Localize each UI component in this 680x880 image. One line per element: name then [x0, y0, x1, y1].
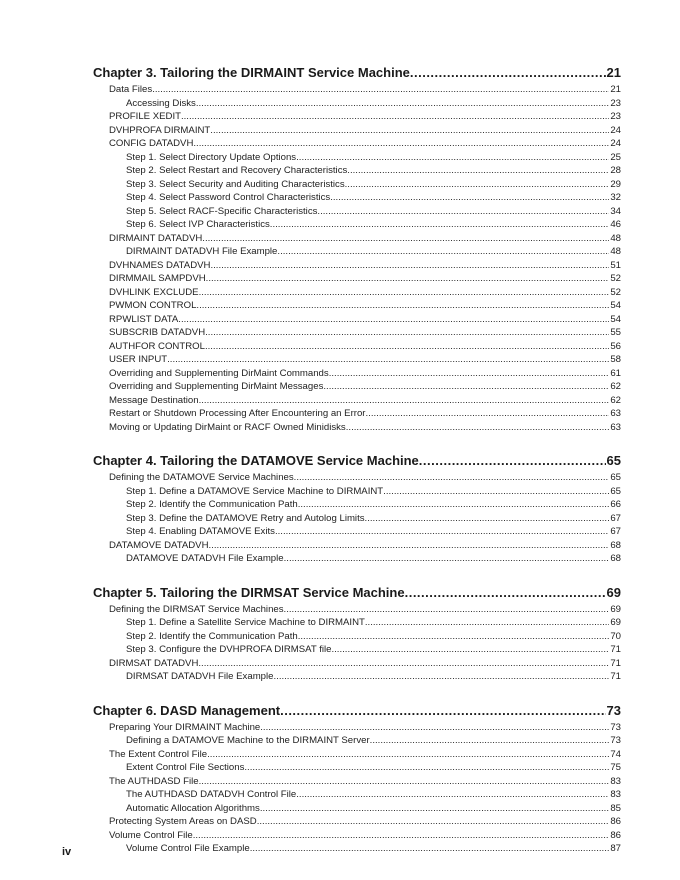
- entry-title: Volume Control File Example: [126, 843, 250, 854]
- entry-page-number: 29: [610, 178, 621, 190]
- entry-title: DIRMAINT DATADVH: [109, 232, 203, 244]
- toc-entry[interactable]: [93, 137, 621, 151]
- chapter-heading[interactable]: [93, 700, 621, 721]
- entry-page-number: 75: [610, 762, 621, 773]
- toc-entry[interactable]: [93, 421, 621, 435]
- entry-title: Step 2. Identify the Communication Path: [126, 630, 298, 642]
- entry-title: CONFIG DATADVH: [109, 138, 194, 149]
- entry-page-number: 48: [610, 246, 621, 257]
- entry-page-number: 23: [610, 111, 621, 122]
- dot-leader: [273, 670, 609, 684]
- toc-subentry[interactable]: [93, 245, 621, 259]
- dot-leader: [152, 83, 609, 97]
- dot-leader: [210, 259, 609, 273]
- entry-page-number: 73: [610, 735, 621, 746]
- dot-leader: [260, 721, 609, 735]
- page-number: iv: [62, 846, 72, 858]
- toc-entry[interactable]: [93, 353, 621, 367]
- entry-title: Overriding and Supplementing DirMaint Messages: [109, 381, 324, 392]
- entry-page-number: 85: [610, 802, 621, 814]
- entry-page-number: 71: [610, 657, 621, 669]
- dot-leader: [270, 218, 610, 232]
- toc-entry[interactable]: [93, 748, 621, 762]
- entry-title: SUBSCRIB DATADVH: [109, 327, 206, 338]
- entry-page-number: 65: [610, 485, 621, 497]
- entry-page-number: 83: [610, 775, 621, 787]
- dot-leader: [365, 512, 610, 526]
- dot-leader: [202, 232, 609, 246]
- chapter-page-number: 65: [606, 453, 621, 468]
- dot-leader: [207, 748, 609, 762]
- entry-title: Step 1. Define a Satellite Service Machine to DIRMAINT: [126, 617, 365, 628]
- dot-leader: [206, 272, 610, 286]
- entry-page-number: 66: [610, 499, 621, 510]
- chapter-title: Chapter 3. Tailoring the DIRMAINT Service Machine: [93, 65, 410, 80]
- entry-page-number: 54: [610, 313, 621, 325]
- chapter-page-number: 73: [606, 702, 621, 718]
- dot-leader: [198, 657, 609, 671]
- entry-title: The Extent Control File: [109, 748, 208, 760]
- entry-title: Moving or Updating DirMaint or RACF Owned Minidisks: [109, 421, 346, 433]
- dot-leader: [193, 137, 609, 151]
- toc-subentry[interactable]: [93, 525, 621, 539]
- dot-leader: [205, 340, 609, 354]
- entry-page-number: 83: [610, 789, 621, 800]
- dot-leader: [330, 191, 609, 205]
- entry-page-number: 24: [610, 138, 621, 149]
- dot-leader: [196, 299, 609, 313]
- dot-leader: [298, 498, 610, 512]
- toc-entry[interactable]: [93, 110, 621, 124]
- dot-leader: [205, 326, 609, 340]
- entry-title: Defining the DIRMSAT Service Machines: [109, 603, 284, 615]
- entry-title: USER INPUT: [109, 354, 168, 365]
- toc-entry[interactable]: [93, 657, 621, 671]
- entry-page-number: 67: [610, 512, 621, 524]
- toc-entry[interactable]: [93, 367, 621, 381]
- entry-page-number: 34: [610, 205, 621, 217]
- entry-title: Volume Control File: [109, 829, 193, 841]
- entry-page-number: 63: [610, 408, 621, 419]
- entry-title: Step 4. Enabling DATAMOVE Exits: [126, 526, 275, 537]
- toc-subentry[interactable]: [93, 552, 621, 566]
- dot-leader: [199, 775, 610, 789]
- toc-subentry[interactable]: [93, 191, 621, 205]
- toc-entry[interactable]: [93, 539, 621, 553]
- entry-page-number: 62: [610, 381, 621, 392]
- entry-title: Step 2. Select Restart and Recovery Characteristics: [126, 165, 348, 176]
- entry-page-number: 86: [610, 816, 621, 827]
- dot-leader: [275, 525, 609, 539]
- dot-leader: [284, 603, 610, 617]
- dot-leader: [209, 539, 610, 553]
- toc-subentry[interactable]: [93, 670, 621, 684]
- entry-page-number: 48: [610, 232, 621, 244]
- toc-subentry[interactable]: [93, 485, 621, 499]
- chapter-heading[interactable]: [93, 582, 621, 603]
- chapter-heading[interactable]: [93, 450, 621, 471]
- dot-leader: [196, 97, 609, 111]
- entry-title: Step 4. Select Password Control Characteristics: [126, 192, 331, 203]
- entry-page-number: 65: [610, 472, 621, 483]
- entry-page-number: 69: [610, 603, 621, 615]
- entry-title: Protecting System Areas on DASD: [109, 816, 257, 827]
- toc-subentry[interactable]: [93, 178, 621, 192]
- entry-title: Extent Control File Sections: [126, 762, 245, 773]
- chapter-title: Chapter 5. Tailoring the DIRMSAT Service Machine: [93, 584, 405, 600]
- entry-page-number: 73: [610, 721, 621, 733]
- dot-leader: [345, 178, 610, 192]
- toc-entry[interactable]: [93, 313, 621, 327]
- dot-leader: [244, 761, 609, 775]
- dot-leader: [296, 788, 609, 802]
- entry-title: Preparing Your DIRMAINT Machine: [109, 721, 261, 733]
- chapter-heading[interactable]: [93, 62, 621, 83]
- toc-subentry[interactable]: [93, 97, 621, 111]
- toc-entry[interactable]: [93, 380, 621, 394]
- chapter-section: [93, 62, 621, 434]
- entry-page-number: 51: [610, 259, 621, 271]
- entry-title: Step 6. Select IVP Characteristics: [126, 219, 270, 230]
- chapter-section: [93, 582, 621, 684]
- dot-leader: [383, 485, 609, 499]
- entry-title: PROFILE XEDIT: [109, 111, 181, 122]
- dot-leader: [346, 421, 610, 435]
- entry-title: Step 3. Define the DATAMOVE Retry and Autolog Limits: [126, 512, 365, 524]
- entry-page-number: 56: [610, 340, 621, 352]
- entry-title: DVHLINK EXCLUDE: [109, 286, 199, 298]
- toc-subentry[interactable]: [93, 151, 621, 165]
- toc-subentry[interactable]: [93, 643, 621, 657]
- toc-subentry[interactable]: [93, 761, 621, 775]
- toc-entry[interactable]: [93, 471, 621, 485]
- entry-title: Message Destination: [109, 394, 199, 406]
- dot-leader: [296, 151, 609, 165]
- dot-leader: [317, 205, 609, 219]
- entry-title: DVHNAMES DATADVH: [109, 259, 211, 271]
- entry-title: DIRMSAT DATADVH: [109, 657, 199, 669]
- toc-entry[interactable]: [93, 272, 621, 286]
- dot-leader: [210, 124, 609, 138]
- entry-title: Data Files: [109, 84, 153, 95]
- toc-subentry[interactable]: [93, 842, 621, 856]
- toc-subentry[interactable]: [93, 788, 621, 802]
- entry-title: Defining a DATAMOVE Machine to the DIRMAINT Server: [126, 735, 370, 746]
- entry-page-number: 28: [610, 165, 621, 176]
- entry-title: Restart or Shutdown Processing After Encountering an Error: [109, 408, 366, 419]
- entry-title: PWMON CONTROL: [109, 300, 197, 311]
- entry-page-number: 32: [610, 192, 621, 203]
- table-of-contents: [93, 62, 621, 856]
- entry-page-number: 71: [610, 671, 621, 682]
- entry-title: Step 1. Select Directory Update Options: [126, 151, 297, 163]
- entry-page-number: 68: [610, 553, 621, 564]
- dot-leader: [193, 829, 610, 843]
- entry-page-number: 55: [610, 327, 621, 338]
- entry-title: DATAMOVE DATADVH: [109, 539, 209, 551]
- entry-page-number: 23: [610, 97, 621, 109]
- entry-page-number: 71: [610, 644, 621, 655]
- toc-entry[interactable]: [93, 326, 621, 340]
- dot-leader: [277, 245, 609, 259]
- dot-leader: [284, 552, 610, 566]
- entry-page-number: 86: [610, 829, 621, 841]
- dot-leader: [410, 62, 606, 83]
- toc-subentry[interactable]: [93, 205, 621, 219]
- toc-entry[interactable]: [93, 340, 621, 354]
- entry-title: Step 1. Define a DATAMOVE Service Machine to DIRMAINT: [126, 485, 384, 497]
- entry-title: The AUTHDASD DATADVH Control File: [126, 789, 297, 800]
- toc-entry[interactable]: [93, 124, 621, 138]
- toc-entry[interactable]: [93, 286, 621, 300]
- entry-page-number: 68: [610, 539, 621, 551]
- toc-entry[interactable]: [93, 259, 621, 273]
- dot-leader: [331, 643, 609, 657]
- entry-page-number: 25: [610, 151, 621, 163]
- toc-entry[interactable]: [93, 83, 621, 97]
- toc-subentry[interactable]: [93, 616, 621, 630]
- dot-leader: [419, 450, 606, 471]
- dot-leader: [257, 815, 610, 829]
- entry-page-number: 67: [610, 526, 621, 537]
- entry-page-number: 61: [610, 367, 621, 379]
- dot-leader: [167, 353, 609, 367]
- entry-title: DIRMSAT DATADVH File Example: [126, 671, 274, 682]
- dot-leader: [178, 313, 609, 327]
- entry-title: Step 2. Identify the Communication Path: [126, 499, 298, 510]
- toc-subentry[interactable]: [93, 218, 621, 232]
- dot-leader: [370, 734, 610, 748]
- entry-title: DATAMOVE DATADVH File Example: [126, 553, 284, 564]
- entry-page-number: 52: [610, 273, 621, 284]
- entry-page-number: 62: [610, 394, 621, 406]
- chapter-section: [93, 450, 621, 566]
- toc-subentry[interactable]: [93, 498, 621, 512]
- dot-leader: [365, 616, 609, 630]
- toc-subentry[interactable]: [93, 802, 621, 816]
- entry-page-number: 74: [610, 748, 621, 760]
- toc-subentry[interactable]: [93, 164, 621, 178]
- entry-title: DVHPROFA DIRMAINT: [109, 124, 211, 136]
- dot-leader: [199, 394, 610, 408]
- toc-entry[interactable]: [93, 829, 621, 843]
- entry-title: Accessing Disks: [126, 97, 196, 109]
- dot-leader: [347, 164, 609, 178]
- entry-page-number: 63: [610, 421, 621, 433]
- toc-entry[interactable]: [93, 603, 621, 617]
- toc-entry[interactable]: [93, 721, 621, 735]
- toc-subentry[interactable]: [93, 734, 621, 748]
- entry-page-number: 46: [610, 219, 621, 230]
- entry-title: RPWLIST DATA: [109, 313, 179, 325]
- entry-page-number: 87: [610, 843, 621, 854]
- toc-entry[interactable]: [93, 407, 621, 421]
- toc-entry[interactable]: [93, 394, 621, 408]
- entry-title: Automatic Allocation Algorithms: [126, 802, 260, 814]
- entry-title: Step 3. Configure the DVHPROFA DIRMSAT file: [126, 644, 332, 655]
- entry-page-number: 58: [610, 354, 621, 365]
- chapter-page-number: 21: [606, 65, 621, 80]
- entry-page-number: 70: [610, 630, 621, 642]
- dot-leader: [280, 700, 605, 721]
- chapter-title: Chapter 6. DASD Management: [93, 702, 281, 718]
- dot-leader: [405, 582, 606, 603]
- dot-leader: [323, 380, 609, 394]
- dot-leader: [250, 842, 610, 856]
- toc-subentry[interactable]: [93, 512, 621, 526]
- entry-page-number: 69: [610, 617, 621, 628]
- chapter-page-number: 69: [606, 584, 621, 600]
- entry-page-number: 54: [610, 300, 621, 311]
- entry-title: AUTHFOR CONTROL: [109, 340, 205, 352]
- entry-title: Step 5. Select RACF-Specific Characteristics: [126, 205, 318, 217]
- chapter-section: [93, 700, 621, 856]
- dot-leader: [294, 471, 610, 485]
- dot-leader: [366, 407, 610, 421]
- dot-leader: [199, 286, 610, 300]
- dot-leader: [298, 630, 610, 644]
- dot-leader: [181, 110, 609, 124]
- toc-entry[interactable]: [93, 299, 621, 313]
- entry-title: DIRMMAIL SAMPDVH: [109, 273, 206, 284]
- entry-page-number: 52: [610, 286, 621, 298]
- entry-title: The AUTHDASD File: [109, 775, 199, 787]
- dot-leader: [260, 802, 609, 816]
- toc-subentry[interactable]: [93, 630, 621, 644]
- entry-page-number: 24: [610, 124, 621, 136]
- dot-leader: [329, 367, 610, 381]
- chapter-title: Chapter 4. Tailoring the DATAMOVE Service Machine: [93, 453, 419, 468]
- entry-title: DIRMAINT DATADVH File Example: [126, 246, 278, 257]
- toc-entry[interactable]: [93, 232, 621, 246]
- toc-entry[interactable]: [93, 815, 621, 829]
- entry-page-number: 21: [610, 84, 621, 95]
- entry-title: Step 3. Select Security and Auditing Characteristics: [126, 178, 345, 190]
- entry-title: Overriding and Supplementing DirMaint Commands: [109, 367, 329, 379]
- entry-title: Defining the DATAMOVE Service Machines: [109, 472, 294, 483]
- toc-entry[interactable]: [93, 775, 621, 789]
